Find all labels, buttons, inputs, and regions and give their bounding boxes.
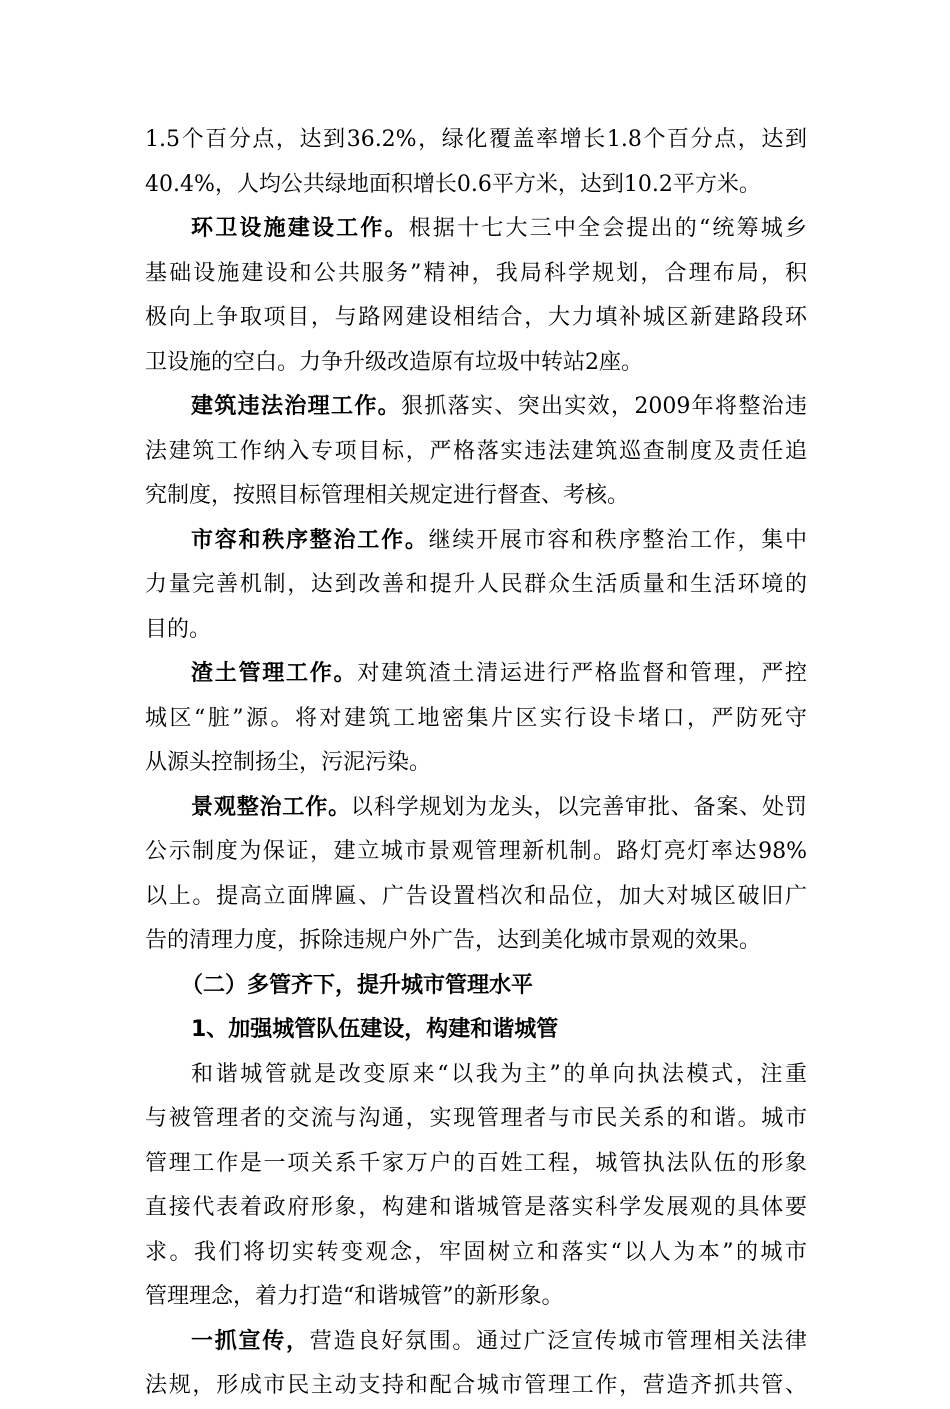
text-line: 和谐城管就是改变原来“以我为主”的单向执法模式，注重 (191, 1061, 807, 1087)
paragraph-heading: 环卫设施建设工作。 (191, 216, 409, 241)
text-line: 告的清理力度，拆除违规户外广告，达到美化城市景观的效果。 (145, 928, 762, 953)
paragraph-heading: 渣土管理工作。 (191, 661, 358, 686)
section-paragraph-start: 渣土管理工作。对建筑渣土清运进行严格监督和管理，严控 (191, 661, 807, 686)
section-paragraph-start: 市容和秩序整治工作。继续开展市容和秩序整治工作，集中 (191, 527, 807, 553)
text-line: 公示制度为保证，建立城市景观管理新机制。路灯亮灯率达98% (145, 839, 807, 864)
section-paragraph-start: 建筑违法治理工作。狠抓落实、突出实效，2009年将整治违 (191, 394, 807, 419)
text-line: 究制度，按照目标管理相关规定进行督查、考核。 (145, 483, 630, 508)
section-paragraph-start: 环卫设施建设工作。根据十七大三中全会提出的“统筹城乡 (191, 216, 807, 241)
text-line: 卫设施的空白。力争升级改造原有垃圾中转站2座。 (145, 349, 643, 375)
text-line: 法规，形成市民主动支持和配合城市管理工作，营造齐抓共管、 (145, 1373, 807, 1398)
text-line: 管理工作是一项关系千家万户的百姓工程，城管执法队伍的形象 (145, 1150, 807, 1176)
text-line: 力量完善机制，达到改善和提升人民群众生活质量和生活环境的 (145, 572, 807, 597)
paragraph-heading: 市容和秩序整治工作。 (191, 527, 429, 553)
section-heading: （二）多管齐下，提升城市管理水平 (181, 972, 534, 998)
paragraph-heading: 建筑违法治理工作。 (191, 394, 401, 419)
text-line: 求。我们将切实转变观念，牢固树立和落实“以人为本”的城市 (145, 1239, 807, 1265)
text-line: 40.4%，人均公共绿地面积增长0.6平方米，达到10.2平方米。 (145, 171, 761, 197)
text-line: 管理理念，着力打造“和谐城管”的新形象。 (145, 1284, 564, 1309)
text-line: 目的。 (145, 616, 212, 642)
text-line: 法建筑工作纳入专项目标，严格落实违法建筑巡查制度及责任追 (145, 438, 807, 464)
text-line: 极向上争取项目，与路网建设相结合，大力填补城区新建路段环 (145, 305, 807, 330)
text-line: 以上。提高立面牌匾、广告设置档次和品位，加大对城区破旧广 (145, 883, 807, 909)
paragraph-heading: 一抓宣传， (191, 1328, 310, 1354)
text-line: 城区“脏”源。将对建筑工地密集片区实行设卡堵口，严防死守 (145, 705, 807, 731)
section-paragraph-start: 一抓宣传，营造良好氛围。通过广泛宣传城市管理相关法律 (191, 1328, 807, 1354)
text-line: 直接代表着政府形象，构建和谐城管是落实科学发展观的具体要 (145, 1195, 807, 1220)
text-line: 1.5个百分点，达到36.2%，绿化覆盖率增长1.8个百分点，达到 (145, 127, 807, 152)
text-line: 从源头控制扬尘，污泥污染。 (145, 750, 432, 775)
text-line: 基础设施建设和公共服务”精神，我局科学规划，合理布局，积 (145, 260, 807, 286)
section-paragraph-start: 景观整治工作。以科学规划为龙头，以完善审批、备案、处罚 (191, 794, 807, 820)
subsection-heading: 1、加强城管队伍建设，构建和谐城管 (191, 1017, 559, 1042)
document-page (145, 118, 807, 1409)
text-line: 与被管理者的交流与沟通，实现管理者与市民关系的和谐。城市 (145, 1106, 807, 1131)
paragraph-heading: 景观整治工作。 (191, 794, 351, 820)
